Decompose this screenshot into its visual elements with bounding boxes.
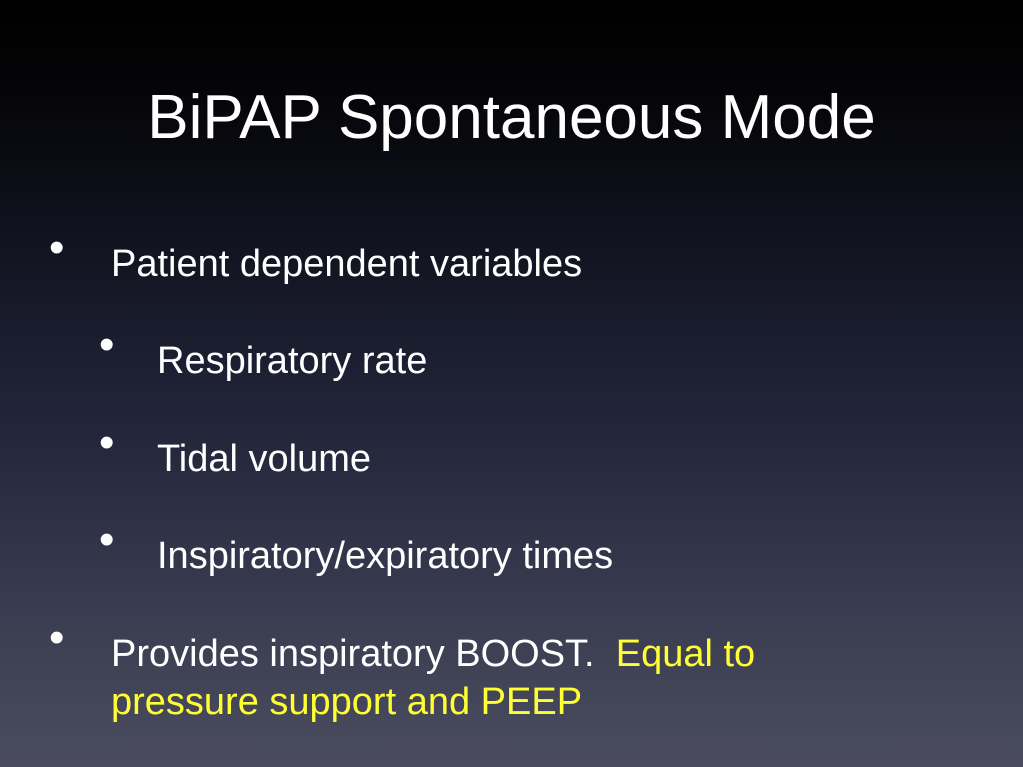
bullet-dot-icon: • — [99, 418, 115, 467]
bullet-item — [49, 613, 871, 726]
sub-bullet-item — [99, 418, 977, 483]
bullet-text: Respiratory rate — [157, 340, 428, 382]
bullet-dot-icon: • — [99, 320, 115, 369]
bullet-dot-icon: • — [49, 223, 65, 272]
slide-title: BiPAP Spontaneous Mode — [147, 83, 876, 152]
sub-bullet-item — [99, 515, 977, 580]
bullet-dot-icon: • — [99, 515, 115, 564]
bullet-dot-icon: • — [49, 613, 65, 662]
bullet-text: Patient dependent variables — [111, 243, 583, 285]
bullet-text: Tidal volume — [157, 438, 372, 480]
bullet-text-wrapper — [111, 630, 871, 726]
bullet-text: Inspiratory/expiratory times — [157, 535, 614, 577]
bullet-text: Provides inspiratory BOOST. — [111, 633, 595, 675]
sub-bullet-item — [99, 320, 977, 385]
bullet-item — [49, 223, 971, 288]
bullet-highlight-text: Equal to pressure support and PEEP — [111, 633, 756, 723]
